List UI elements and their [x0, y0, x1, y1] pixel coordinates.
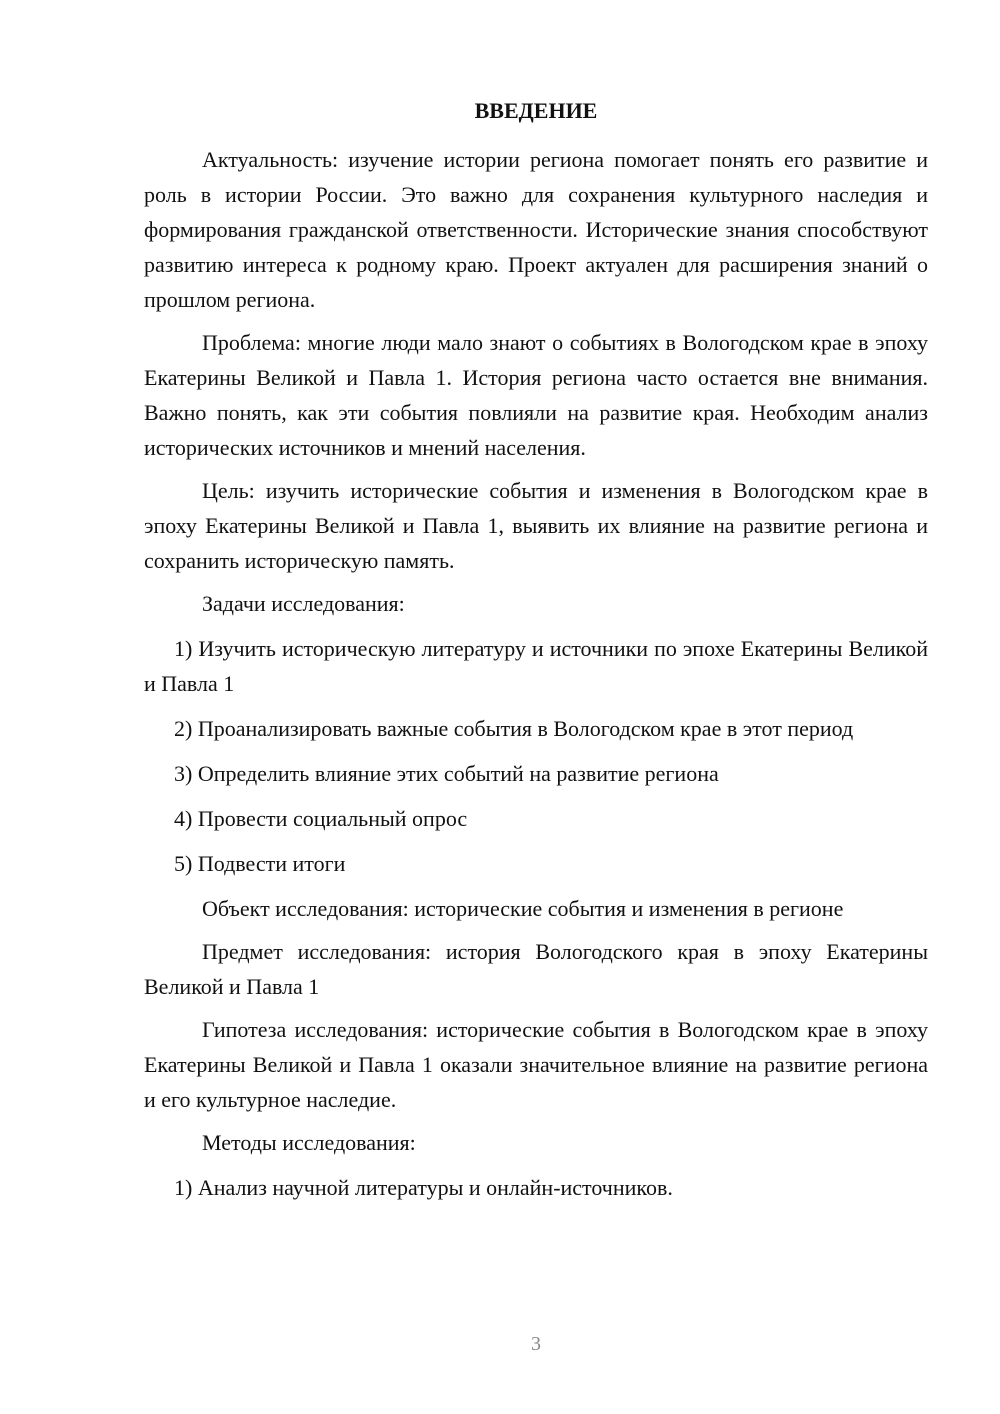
- object-paragraph: Объект исследования: исторические события и изменения в регионе: [202, 896, 844, 921]
- relevance-paragraph: Актуальность: изучение истории региона помогает понять его развитие и роль в истории России. Это важно для сохранения культурного наследия и формирования гражданской ответственности. Исторические знания способствуют развитию интереса к родному краю. Проект актуален для расширения знаний о прошлом региона.: [144, 147, 928, 312]
- page-content: [144, 93, 928, 1215]
- problem-paragraph: Проблема: многие люди мало знают о событиях в Вологодском крае в эпоху Екатерины Великой и Павла 1. История региона часто остается вне внимания. Важно понять, как эти события повлияли на развитие края. Необходим анализ исторических источников и мнений населения.: [144, 330, 928, 460]
- page-number: 3: [531, 1333, 541, 1355]
- task-item: 2) Проанализировать важные события в Вологодском крае в этот период: [174, 716, 854, 741]
- hypothesis-paragraph: Гипотеза исследования: исторические события в Вологодском крае в эпоху Екатерины Великой и Павла 1 оказали значительное влияние на развитие региона и его культурное наследие.: [144, 1017, 928, 1112]
- methods-label: Методы исследования:: [202, 1130, 416, 1155]
- task-item: 5) Подвести итоги: [174, 851, 346, 876]
- task-item: 3) Определить влияние этих событий на развитие региона: [174, 761, 719, 786]
- task-item: 1) Изучить историческую литературу и источники по эпохе Екатерины Великой и Павла 1: [144, 636, 928, 696]
- subject-paragraph: Предмет исследования: история Вологодского края в эпоху Екатерины Великой и Павла 1: [144, 939, 928, 999]
- task-item: 4) Провести социальный опрос: [174, 806, 468, 831]
- tasks-label: Задачи исследования:: [202, 591, 405, 616]
- method-item: 1) Анализ научной литературы и онлайн-источников.: [174, 1175, 673, 1200]
- goal-paragraph: Цель: изучить исторические события и изменения в Вологодском крае в эпоху Екатерины Великой и Павла 1, выявить их влияние на развитие региона и сохранить историческую память.: [144, 478, 928, 573]
- page-title: ВВЕДЕНИЕ: [474, 98, 598, 123]
